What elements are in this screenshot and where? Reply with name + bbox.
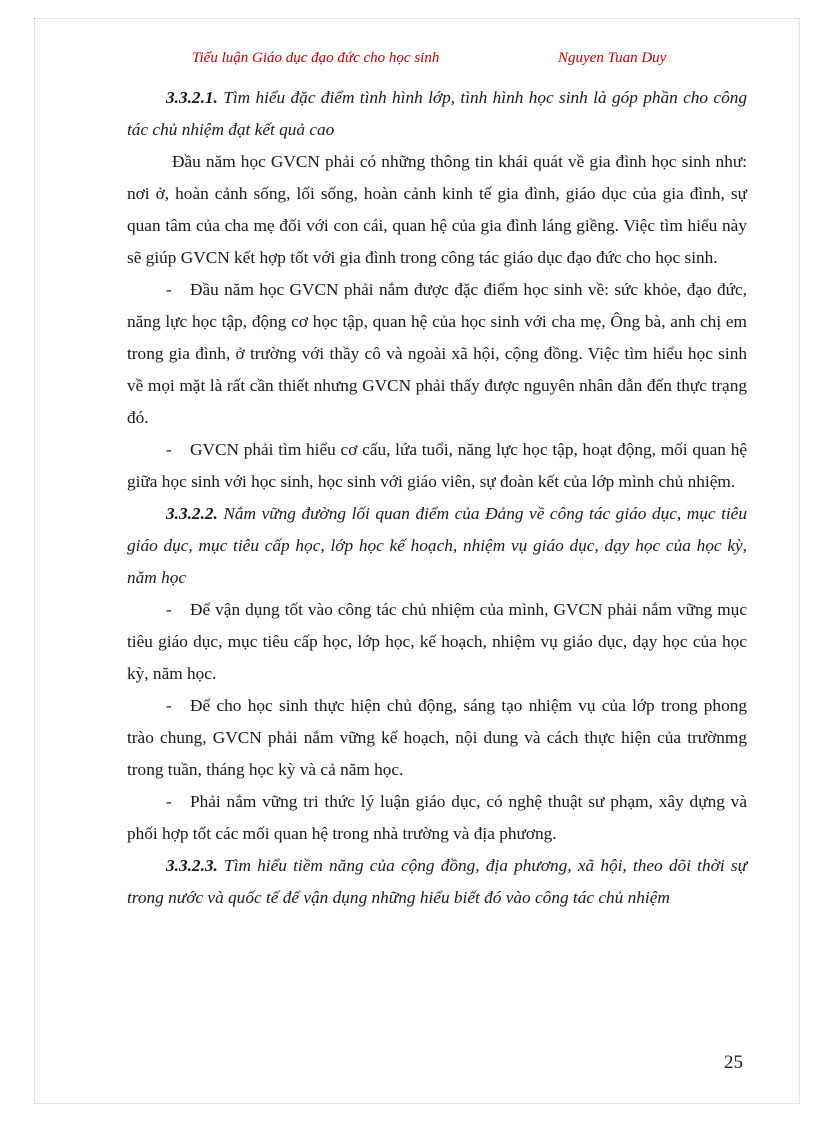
section-heading <box>127 82 747 146</box>
bullet-item <box>127 434 747 498</box>
bullet-item <box>127 690 747 786</box>
dash-bullet: - <box>166 600 172 619</box>
bullet-text: Để cho học sinh thực hiện chủ động, sáng tạo nhiệm vụ của lớp trong phong trào chung, GVCN phải nắm vững kế hoạch, nội dung và cách thực hiện của trườnmg trong tuần, tháng học kỳ và cả năm học. <box>127 696 747 779</box>
section-heading <box>127 498 747 594</box>
bullet-item <box>127 786 747 850</box>
document-body <box>127 82 747 914</box>
dash-bullet: - <box>166 280 172 299</box>
dash-bullet: - <box>166 696 172 715</box>
bullet-text: Để vận dụng tốt vào công tác chủ nhiệm của mình, GVCN phải nắm vững mục tiêu giáo dục, mục tiêu cấp học, lớp học, kế hoạch, nhiệm vụ giáo dục, dạy học của học kỳ, năm học. <box>127 600 747 683</box>
header-author: Nguyen Tuan Duy <box>558 50 667 66</box>
dash-bullet: - <box>166 792 172 811</box>
bullet-text: Đầu năm học GVCN phải nắm được đặc điểm học sinh về: sức khỏe, đạo đức, năng lực học tập, động cơ học tập, quan hệ của học sinh với cha mẹ, Ông bà, anh chị em trong gia đình, ở trường với thầy cô và ngoài xã hội, cộng đồng. Việc tìm hiểu học sinh về mọi mặt là rất cần thiết nhưng GVCN phải thấy được nguyên nhân dẫn đến thực trạng đó. <box>127 280 747 427</box>
section-title: Tìm hiểu đặc điểm tình hình lớp, tình hình học sinh là góp phần cho công tác chủ nhiệm đạt kết quả cao <box>127 88 748 139</box>
section-heading <box>127 850 747 914</box>
bullet-item <box>127 274 747 434</box>
bullet-text: GVCN phải tìm hiểu cơ cấu, lứa tuổi, năng lực học tập, hoạt động, mối quan hệ giữa học sinh với học sinh, học sinh với giáo viên, sự đoàn kết của lớp mình chủ nhiệm. <box>127 440 747 491</box>
page-header <box>0 47 816 71</box>
section-number: 3.3.2.3. <box>166 856 218 875</box>
paragraph: Đầu năm học GVCN phải có những thông tin khái quát về gia đình học sinh như: nơi ở, hoàn cảnh sống, lối sống, hoàn cảnh kinh tế gia đình, giáo dục của gia đình, sự quan tâm của cha mẹ đối với con cái, quan hệ của gia đình láng giềng. Việc tìm hiểu này sẽ giúp GVCN kết hợp tốt với gia đình trong công tác giáo dục đạo đức cho học sinh. <box>127 152 747 267</box>
section-title: Nắm vững đường lối quan điểm của Đảng về công tác giáo dục, mục tiêu giáo dục, mục tiêu cấp học, lớp học kế hoạch, nhiệm vụ giáo dục, dạy học của học kỳ, năm học <box>127 504 747 587</box>
bullet-text: Phải nắm vững tri thức lý luận giáo dục, có nghệ thuật sư phạm, xây dựng và phối hợp tốt các mối quan hệ trong nhà trường và địa phương. <box>127 792 747 843</box>
page-number: 25 <box>724 1052 743 1073</box>
header-title: Tiểu luận Giáo dục đạo đức cho học sinh <box>192 50 440 66</box>
bullet-item <box>127 594 747 690</box>
section-title: Tìm hiểu tiềm năng của cộng đồng, địa phương, xã hội, theo dõi thời sự trong nước và quốc tế để vận dụng những hiểu biết đó vào công tác chủ nhiệm <box>127 856 747 907</box>
section-number: 3.3.2.2. <box>166 504 218 523</box>
dash-bullet: - <box>166 440 172 459</box>
section-number: 3.3.2.1. <box>166 88 218 107</box>
